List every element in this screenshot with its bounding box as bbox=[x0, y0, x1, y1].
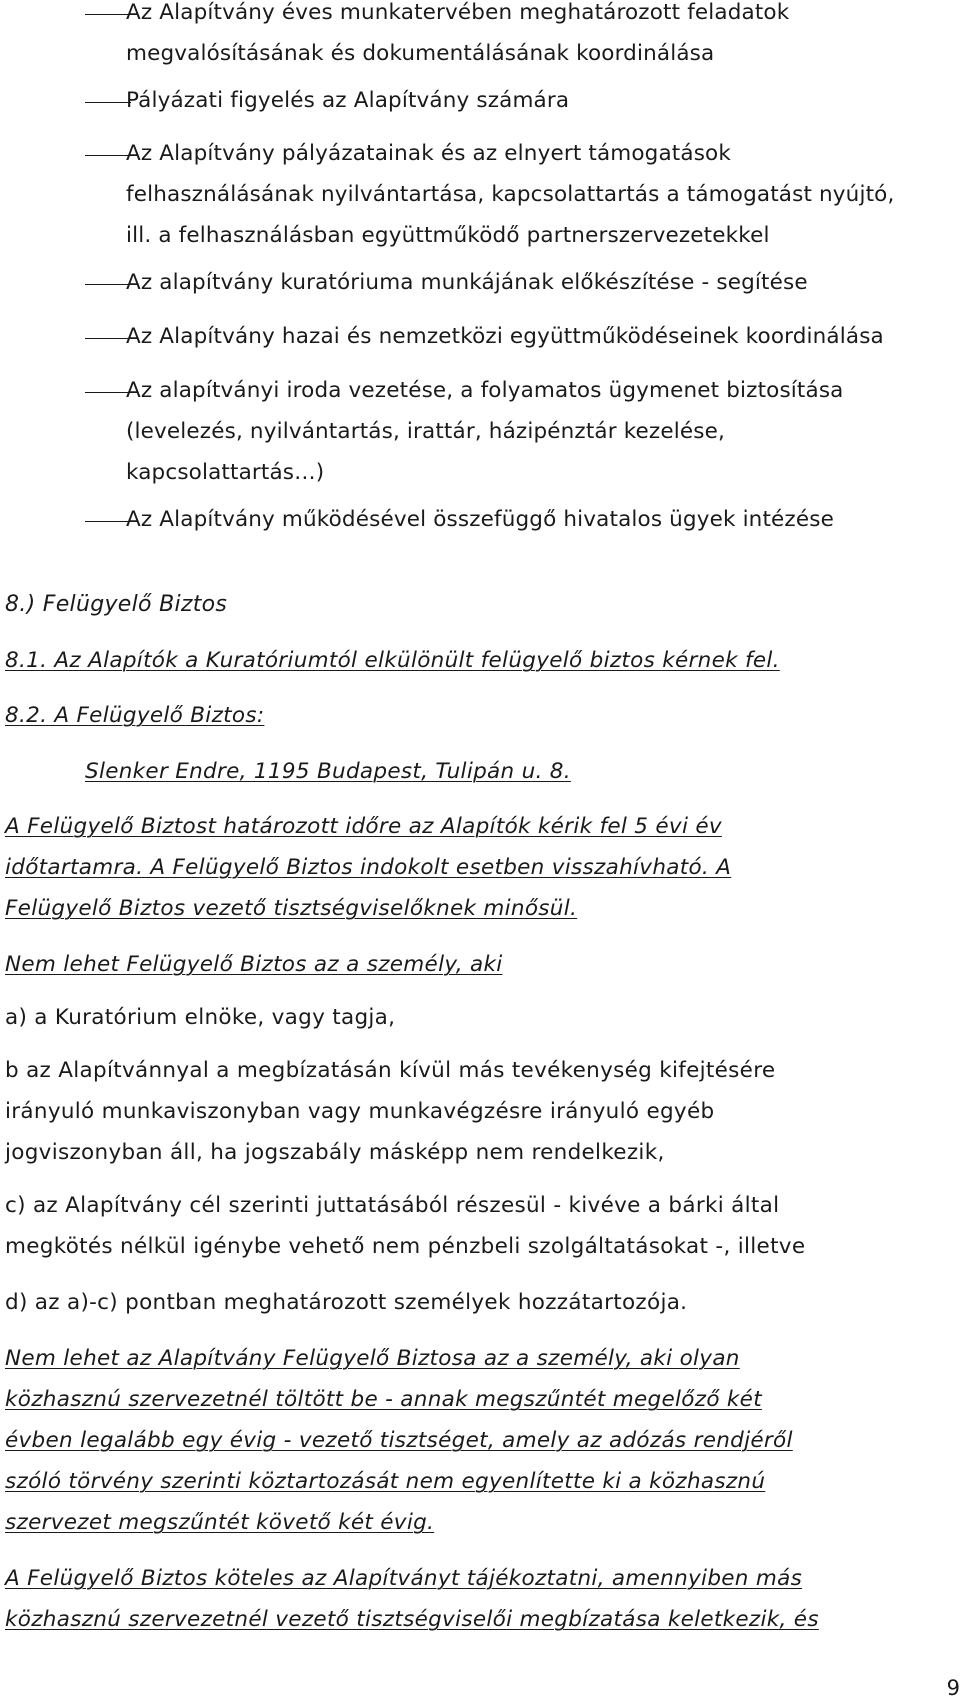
dash-bullet-icon bbox=[85, 14, 131, 15]
paragraph-line: A Felügyelő Biztos köteles az Alapítványt tájékoztatni, amennyiben más bbox=[5, 1566, 803, 1591]
dash-bullet-icon bbox=[85, 284, 131, 285]
item-8-2: 8.2. A Felügyelő Biztos: bbox=[5, 703, 265, 728]
paragraph-line: irányuló munkaviszonyban vagy munkavégzésre irányuló egyéb bbox=[5, 1099, 715, 1124]
list-item-text: Az alapítványi iroda vezetése, a folyamatos ügymenet biztosítása (levelezés, nyilvántartás, irattár, házipénztár kezelése, kapcsolattartás…) bbox=[126, 378, 844, 485]
paragraph-line: c) az Alapítvány cél szerinti juttatásából részesül - kivéve a bárki által bbox=[5, 1193, 780, 1218]
paragraph-line: időtartamra. A Felügyelő Biztos indokolt esetben visszahívható. A bbox=[5, 855, 732, 880]
list-item-text: Az alapítvány kuratóriuma munkájának előkészítése - segítése bbox=[126, 270, 808, 295]
supervisor-name-address: Slenker Endre, 1195 Budapest, Tulipán u. 8. bbox=[85, 759, 571, 784]
dash-bullet-icon bbox=[85, 521, 131, 522]
list-item-text: Az Alapítvány éves munkatervében meghatározott feladatok megvalósításának és dokumentálásának koordinálása bbox=[126, 0, 790, 66]
condition-d: d) az a)-c) pontban meghatározott személyek hozzátartozója. bbox=[5, 1290, 688, 1315]
list-item-text: Az Alapítvány pályázatainak és az elnyert támogatások felhasználásának nyilvántartása, kapcsolattartás a támogatást nyújtó, ill. a felhasználásban együttműködő partnerszervezetekkel bbox=[126, 141, 895, 248]
list-item-text: Pályázati figyelés az Alapítvány számára bbox=[126, 88, 570, 113]
paragraph-line: szervezet megszűntét követő két évig. bbox=[5, 1510, 435, 1535]
page-number: 9 bbox=[946, 1676, 960, 1700]
condition-a: a) a Kuratórium elnöke, vagy tagja, bbox=[5, 1005, 396, 1030]
paragraph-line: b az Alapítvánnyal a megbízatásán kívül más tevékenység kifejtésére bbox=[5, 1058, 776, 1083]
item-8-1: 8.1. Az Alapítók a Kuratóriumtól elkülönült felügyelő biztos kérnek fel. bbox=[5, 648, 780, 673]
paragraph-line: Nem lehet az Alapítvány Felügyelő Biztosa az a személy, aki olyan bbox=[5, 1346, 740, 1371]
paragraph-line: Felügyelő Biztos vezető tisztségviselőknek minősül. bbox=[5, 896, 578, 921]
section-heading: 8.) Felügyelő Biztos bbox=[5, 592, 228, 617]
paragraph-line: megkötés nélkül igénybe vehető nem pénzbeli szolgáltatásokat -, illetve bbox=[5, 1234, 806, 1259]
list-item-text: Az Alapítvány hazai és nemzetközi együttműködéseinek koordinálása bbox=[126, 324, 884, 349]
paragraph-line: közhasznú szervezetnél vezető tisztségviselői megbízatása keletkezik, és bbox=[5, 1607, 819, 1632]
paragraph-line: közhasznú szervezetnél töltött be - annak megszűntét megelőző két bbox=[5, 1387, 762, 1412]
paragraph-line: évben legalább egy évig - vezető tisztséget, amely az adózás rendjéről bbox=[5, 1428, 793, 1453]
dash-bullet-icon bbox=[85, 392, 131, 393]
ineligibility-heading: Nem lehet Felügyelő Biztos az a személy, aki bbox=[5, 952, 503, 977]
dash-bullet-icon bbox=[85, 155, 131, 156]
dash-bullet-icon bbox=[85, 338, 131, 339]
paragraph-line: A Felügyelő Biztost határozott időre az Alapítók kérik fel 5 évi év bbox=[5, 814, 722, 839]
paragraph-line: jogviszonyban áll, ha jogszabály másképp nem rendelkezik, bbox=[5, 1140, 665, 1165]
dash-bullet-icon bbox=[85, 102, 131, 103]
paragraph-line: szóló törvény szerinti köztartozását nem egyenlítette ki a közhasznú bbox=[5, 1469, 766, 1494]
list-item-text: Az Alapítvány működésével összefüggő hivatalos ügyek intézése bbox=[126, 507, 834, 532]
